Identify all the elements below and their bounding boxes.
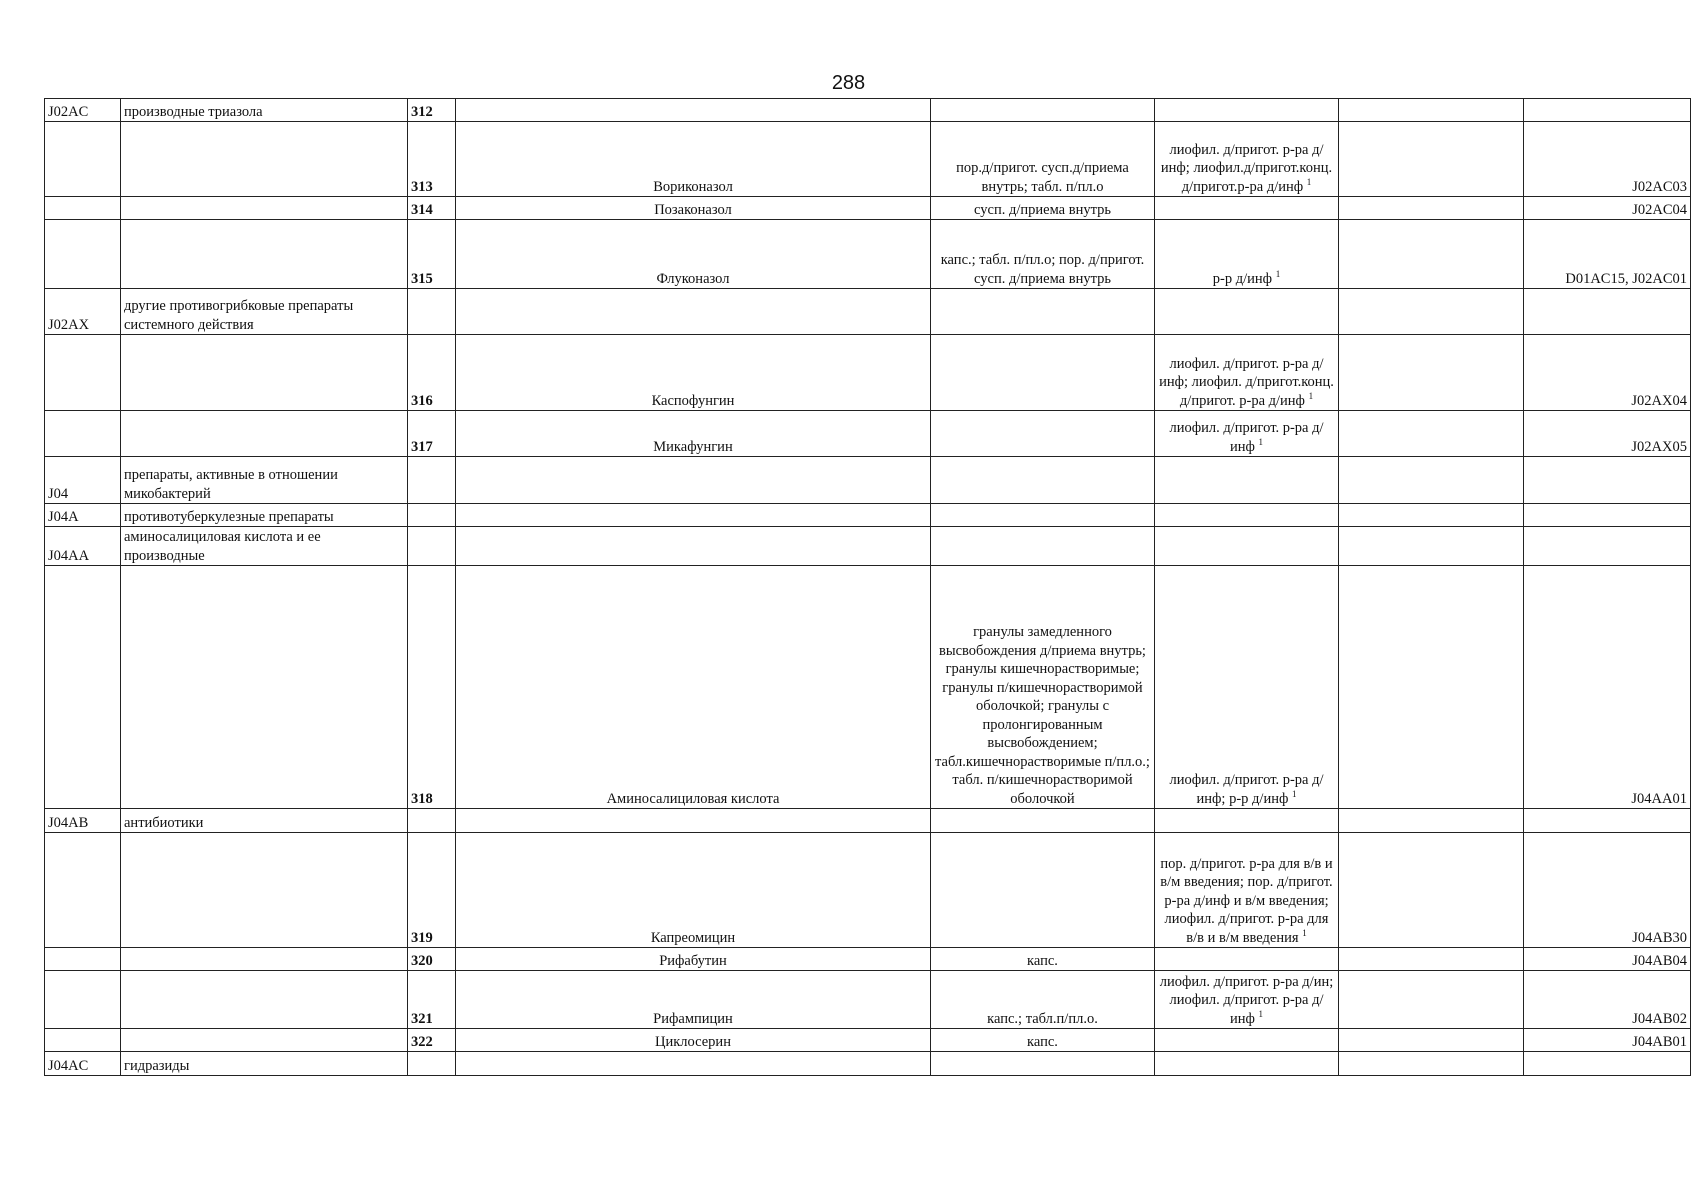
table-row bbox=[45, 566, 1691, 809]
empty-cell bbox=[1339, 833, 1524, 948]
atc-code-cell bbox=[45, 948, 121, 971]
footnote-marker: 1 bbox=[1306, 176, 1312, 187]
atc-code-text: J02AX bbox=[48, 316, 90, 333]
atc-reference-text: J02AC04 bbox=[1632, 201, 1687, 218]
empty-cell bbox=[1339, 99, 1524, 122]
empty-cell bbox=[1339, 1029, 1524, 1052]
injection-form-cell bbox=[1155, 504, 1339, 527]
empty-cell bbox=[1339, 197, 1524, 220]
drug-name-text: Флуконазол bbox=[656, 270, 730, 287]
row-number-text: 318 bbox=[411, 790, 433, 807]
table-row bbox=[45, 335, 1691, 411]
atc-reference-cell bbox=[1524, 1029, 1691, 1052]
dosage-form-cell bbox=[931, 1052, 1155, 1076]
injection-form-text: лиофил. д/пригот. р-ра д/инф bbox=[1169, 420, 1324, 455]
atc-reference-cell bbox=[1524, 122, 1691, 197]
injection-form-cell bbox=[1155, 122, 1339, 197]
drug-name-cell bbox=[456, 948, 931, 971]
group-name-text: другие противогрибковые препараты системного действия bbox=[124, 298, 354, 333]
atc-code-text: J04AC bbox=[48, 1057, 89, 1074]
dosage-form-text: сусп. д/приема внутрь bbox=[974, 201, 1111, 218]
empty-cell bbox=[1339, 809, 1524, 833]
injection-form-text: лиофил. д/пригот. р-ра д/ин; лиофил. д/пригот. р-ра д/инф bbox=[1159, 973, 1334, 1027]
atc-code-cell bbox=[45, 99, 121, 122]
group-name-text: препараты, активные в отношении микобактерий bbox=[124, 467, 338, 502]
dosage-form-cell bbox=[931, 504, 1155, 527]
row-number-cell bbox=[408, 809, 456, 833]
row-number-cell bbox=[408, 566, 456, 809]
drug-name-text: Циклосерин bbox=[655, 1033, 731, 1050]
table-row bbox=[45, 197, 1691, 220]
injection-form-cell bbox=[1155, 411, 1339, 457]
empty-cell bbox=[1339, 411, 1524, 457]
atc-reference-text: D01AC15, J02AC01 bbox=[1565, 270, 1687, 287]
atc-reference-cell bbox=[1524, 809, 1691, 833]
group-name-cell bbox=[121, 1029, 408, 1052]
drug-name-cell bbox=[456, 411, 931, 457]
atc-reference-text: J04AB01 bbox=[1632, 1033, 1687, 1050]
atc-code-cell bbox=[45, 527, 121, 566]
table-row bbox=[45, 457, 1691, 504]
group-name-cell bbox=[121, 809, 408, 833]
dosage-form-cell bbox=[931, 1029, 1155, 1052]
atc-reference-cell bbox=[1524, 1052, 1691, 1076]
atc-code-cell bbox=[45, 1052, 121, 1076]
atc-reference-cell bbox=[1524, 457, 1691, 504]
group-name-cell bbox=[121, 220, 408, 289]
footnote-marker: 1 bbox=[1302, 927, 1307, 938]
drug-name-cell bbox=[456, 566, 931, 809]
row-number-cell bbox=[408, 971, 456, 1029]
dosage-form-cell bbox=[931, 289, 1155, 335]
injection-form-cell bbox=[1155, 1029, 1339, 1052]
footnote-marker: 1 bbox=[1291, 788, 1297, 799]
atc-reference-cell bbox=[1524, 335, 1691, 411]
dosage-form-text: гранулы замедленного высвобождения д/приема внутрь; гранулы кишечнорастворимые; гранулы п/кишечнорастворимой оболочкой; гранулы с пролонгированным высвобождением; табл.кишечнорастворимые п/пл.о.; табл. п/кишечнорастворимой оболочкой bbox=[935, 624, 1150, 807]
table-row bbox=[45, 289, 1691, 335]
drug-name-text: Вориконазол bbox=[653, 178, 733, 195]
drug-name-cell bbox=[456, 809, 931, 833]
atc-reference-cell bbox=[1524, 197, 1691, 220]
dosage-form-cell bbox=[931, 948, 1155, 971]
injection-form-cell bbox=[1155, 99, 1339, 122]
drug-name-cell bbox=[456, 527, 931, 566]
injection-form-text: лиофил. д/пригот. р-ра д/инф; р-р д/инф bbox=[1169, 772, 1324, 807]
atc-reference-cell bbox=[1524, 833, 1691, 948]
injection-form-cell bbox=[1155, 527, 1339, 566]
dosage-form-text: капс.; табл.п/пл.о. bbox=[987, 1010, 1098, 1027]
row-number-text: 312 bbox=[411, 103, 433, 120]
injection-form-cell bbox=[1155, 335, 1339, 411]
atc-code-cell bbox=[45, 289, 121, 335]
empty-cell bbox=[1339, 457, 1524, 504]
row-number-text: 322 bbox=[411, 1033, 433, 1050]
atc-reference-cell bbox=[1524, 289, 1691, 335]
atc-reference-text: J04AA01 bbox=[1631, 790, 1687, 807]
empty-cell bbox=[1339, 566, 1524, 809]
atc-reference-cell bbox=[1524, 99, 1691, 122]
group-name-text: аминосалициловая кислота и ее производные bbox=[124, 529, 321, 564]
group-name-text: гидразиды bbox=[124, 1057, 190, 1074]
drug-table bbox=[44, 98, 1691, 1076]
group-name-cell bbox=[121, 99, 408, 122]
atc-reference-text: J02AX05 bbox=[1631, 438, 1687, 455]
page-number: 288 bbox=[831, 72, 866, 94]
drug-name-cell bbox=[456, 197, 931, 220]
row-number-cell bbox=[408, 833, 456, 948]
drug-name-text: Рифампицин bbox=[653, 1010, 733, 1027]
empty-cell bbox=[1339, 1052, 1524, 1076]
row-number-cell bbox=[408, 335, 456, 411]
dosage-form-cell bbox=[931, 566, 1155, 809]
group-name-cell bbox=[121, 527, 408, 566]
table-row bbox=[45, 833, 1691, 948]
atc-code-text: J02AC bbox=[48, 103, 89, 120]
footnote-marker: 1 bbox=[1308, 390, 1314, 401]
table-row bbox=[45, 527, 1691, 566]
empty-cell bbox=[1339, 948, 1524, 971]
injection-form-cell bbox=[1155, 948, 1339, 971]
atc-code-cell bbox=[45, 809, 121, 833]
empty-cell bbox=[1339, 335, 1524, 411]
injection-form-cell bbox=[1155, 809, 1339, 833]
injection-form-text: пор. д/пригот. р-ра для в/в и в/м введения; пор. д/пригот. р-ра д/инф и в/м введения; лиофил. д/пригот. р-ра для в/в и в/м введения bbox=[1160, 855, 1333, 946]
empty-cell bbox=[1339, 289, 1524, 335]
injection-form-text: лиофил. д/пригот. р-ра д/инф; лиофил. д/пригот.конц. д/пригот. р-ра д/инф bbox=[1159, 355, 1334, 409]
table-row bbox=[45, 948, 1691, 971]
row-number-text: 317 bbox=[411, 438, 433, 455]
table-row bbox=[45, 99, 1691, 122]
atc-code-cell bbox=[45, 457, 121, 504]
drug-table-body bbox=[45, 99, 1691, 1076]
dosage-form-cell bbox=[931, 99, 1155, 122]
row-number-cell bbox=[408, 1029, 456, 1052]
injection-form-text: р-р д/инф bbox=[1212, 270, 1273, 287]
drug-name-cell bbox=[456, 220, 931, 289]
table-row bbox=[45, 971, 1691, 1029]
group-name-cell bbox=[121, 197, 408, 220]
table-row bbox=[45, 122, 1691, 197]
row-number-cell bbox=[408, 948, 456, 971]
atc-code-cell bbox=[45, 335, 121, 411]
dosage-form-cell bbox=[931, 335, 1155, 411]
atc-reference-cell bbox=[1524, 566, 1691, 809]
dosage-form-cell bbox=[931, 197, 1155, 220]
injection-form-cell bbox=[1155, 220, 1339, 289]
atc-code-cell bbox=[45, 197, 121, 220]
dosage-form-text: капс. bbox=[1027, 1033, 1058, 1050]
dosage-form-cell bbox=[931, 457, 1155, 504]
table-row bbox=[45, 504, 1691, 527]
injection-form-cell bbox=[1155, 289, 1339, 335]
footnote-marker: 1 bbox=[1258, 1008, 1264, 1019]
table-row bbox=[45, 1029, 1691, 1052]
drug-name-cell bbox=[456, 289, 931, 335]
atc-reference-text: J04AB02 bbox=[1632, 1010, 1687, 1027]
empty-cell bbox=[1339, 504, 1524, 527]
row-number-cell bbox=[408, 289, 456, 335]
row-number-text: 319 bbox=[411, 929, 433, 946]
atc-reference-cell bbox=[1524, 527, 1691, 566]
drug-name-text: Позаконазол bbox=[654, 201, 732, 218]
atc-code-text: J04AB bbox=[48, 814, 89, 831]
atc-reference-text: J02AC03 bbox=[1632, 178, 1687, 195]
empty-cell bbox=[1339, 971, 1524, 1029]
dosage-form-text: пор.д/пригот. сусп.д/приема внутрь; табл. п/пл.о bbox=[956, 160, 1129, 195]
dosage-form-cell bbox=[931, 833, 1155, 948]
group-name-text: противотуберкулезные препараты bbox=[124, 508, 334, 525]
dosage-form-cell bbox=[931, 971, 1155, 1029]
injection-form-text: лиофил. д/пригот. р-ра д/инф; лиофил.д/пригот.конц. д/пригот.р-ра д/инф bbox=[1160, 141, 1333, 195]
drug-name-text: Капреомицин bbox=[650, 929, 736, 946]
atc-reference-text: J02AX04 bbox=[1631, 392, 1687, 409]
row-number-cell bbox=[408, 527, 456, 566]
row-number-text: 315 bbox=[411, 270, 433, 287]
row-number-cell bbox=[408, 197, 456, 220]
group-name-text: производные триазола bbox=[124, 103, 263, 120]
drug-name-cell bbox=[456, 971, 931, 1029]
atc-code-cell bbox=[45, 566, 121, 809]
injection-form-cell bbox=[1155, 833, 1339, 948]
table-row bbox=[45, 1052, 1691, 1076]
injection-form-cell bbox=[1155, 197, 1339, 220]
footnote-marker: 1 bbox=[1275, 268, 1281, 279]
injection-form-cell bbox=[1155, 971, 1339, 1029]
injection-form-cell bbox=[1155, 1052, 1339, 1076]
dosage-form-cell bbox=[931, 527, 1155, 566]
row-number-cell bbox=[408, 122, 456, 197]
dosage-form-cell bbox=[931, 220, 1155, 289]
table-row bbox=[45, 809, 1691, 833]
injection-form-cell bbox=[1155, 566, 1339, 809]
atc-reference-cell bbox=[1524, 971, 1691, 1029]
drug-name-cell bbox=[456, 1029, 931, 1052]
group-name-cell bbox=[121, 833, 408, 948]
atc-reference-cell bbox=[1524, 220, 1691, 289]
group-name-cell bbox=[121, 457, 408, 504]
group-name-cell bbox=[121, 335, 408, 411]
row-number-cell bbox=[408, 504, 456, 527]
row-number-text: 314 bbox=[411, 201, 433, 218]
empty-cell bbox=[1339, 220, 1524, 289]
atc-code-cell bbox=[45, 1029, 121, 1052]
group-name-cell bbox=[121, 411, 408, 457]
atc-code-text: J04AA bbox=[48, 547, 90, 564]
atc-code-cell bbox=[45, 833, 121, 948]
atc-code-cell bbox=[45, 411, 121, 457]
dosage-form-cell bbox=[931, 411, 1155, 457]
table-row bbox=[45, 411, 1691, 457]
drug-name-cell bbox=[456, 457, 931, 504]
drug-name-cell bbox=[456, 504, 931, 527]
dosage-form-cell bbox=[931, 122, 1155, 197]
drug-name-cell bbox=[456, 335, 931, 411]
atc-reference-cell bbox=[1524, 504, 1691, 527]
row-number-text: 320 bbox=[411, 952, 433, 969]
dosage-form-text: капс. bbox=[1027, 952, 1058, 969]
row-number-cell bbox=[408, 220, 456, 289]
empty-cell bbox=[1339, 527, 1524, 566]
atc-code-cell bbox=[45, 220, 121, 289]
dosage-form-cell bbox=[931, 809, 1155, 833]
group-name-cell bbox=[121, 948, 408, 971]
row-number-cell bbox=[408, 99, 456, 122]
drug-name-text: Каспофунгин bbox=[651, 392, 735, 409]
atc-reference-text: J04AB30 bbox=[1632, 929, 1687, 946]
row-number-text: 316 bbox=[411, 392, 433, 409]
group-name-cell bbox=[121, 122, 408, 197]
group-name-text: антибиотики bbox=[124, 814, 204, 831]
group-name-cell bbox=[121, 1052, 408, 1076]
drug-name-text: Аминосалициловая кислота bbox=[606, 790, 780, 807]
atc-code-cell bbox=[45, 971, 121, 1029]
footnote-marker: 1 bbox=[1258, 436, 1264, 447]
empty-cell bbox=[1339, 122, 1524, 197]
drug-name-text: Микафунгин bbox=[653, 438, 733, 455]
atc-reference-cell bbox=[1524, 948, 1691, 971]
atc-code-cell bbox=[45, 504, 121, 527]
atc-reference-text: J04AB04 bbox=[1632, 952, 1687, 969]
drug-name-cell bbox=[456, 99, 931, 122]
drug-name-cell bbox=[456, 833, 931, 948]
atc-code-cell bbox=[45, 122, 121, 197]
group-name-cell bbox=[121, 289, 408, 335]
row-number-text: 313 bbox=[411, 178, 433, 195]
injection-form-cell bbox=[1155, 457, 1339, 504]
atc-reference-cell bbox=[1524, 411, 1691, 457]
group-name-cell bbox=[121, 504, 408, 527]
drug-name-text: Рифабутин bbox=[659, 952, 727, 969]
dosage-form-text: капс.; табл. п/пл.о; пор. д/пригот. сусп. д/приема внутрь bbox=[940, 252, 1145, 287]
atc-code-text: J04 bbox=[48, 485, 69, 502]
atc-code-text: J04A bbox=[48, 508, 79, 525]
row-number-text: 321 bbox=[411, 1010, 433, 1027]
row-number-cell bbox=[408, 457, 456, 504]
row-number-cell bbox=[408, 1052, 456, 1076]
group-name-cell bbox=[121, 971, 408, 1029]
row-number-cell bbox=[408, 411, 456, 457]
drug-name-cell bbox=[456, 1052, 931, 1076]
table-row bbox=[45, 220, 1691, 289]
group-name-cell bbox=[121, 566, 408, 809]
drug-name-cell bbox=[456, 122, 931, 197]
